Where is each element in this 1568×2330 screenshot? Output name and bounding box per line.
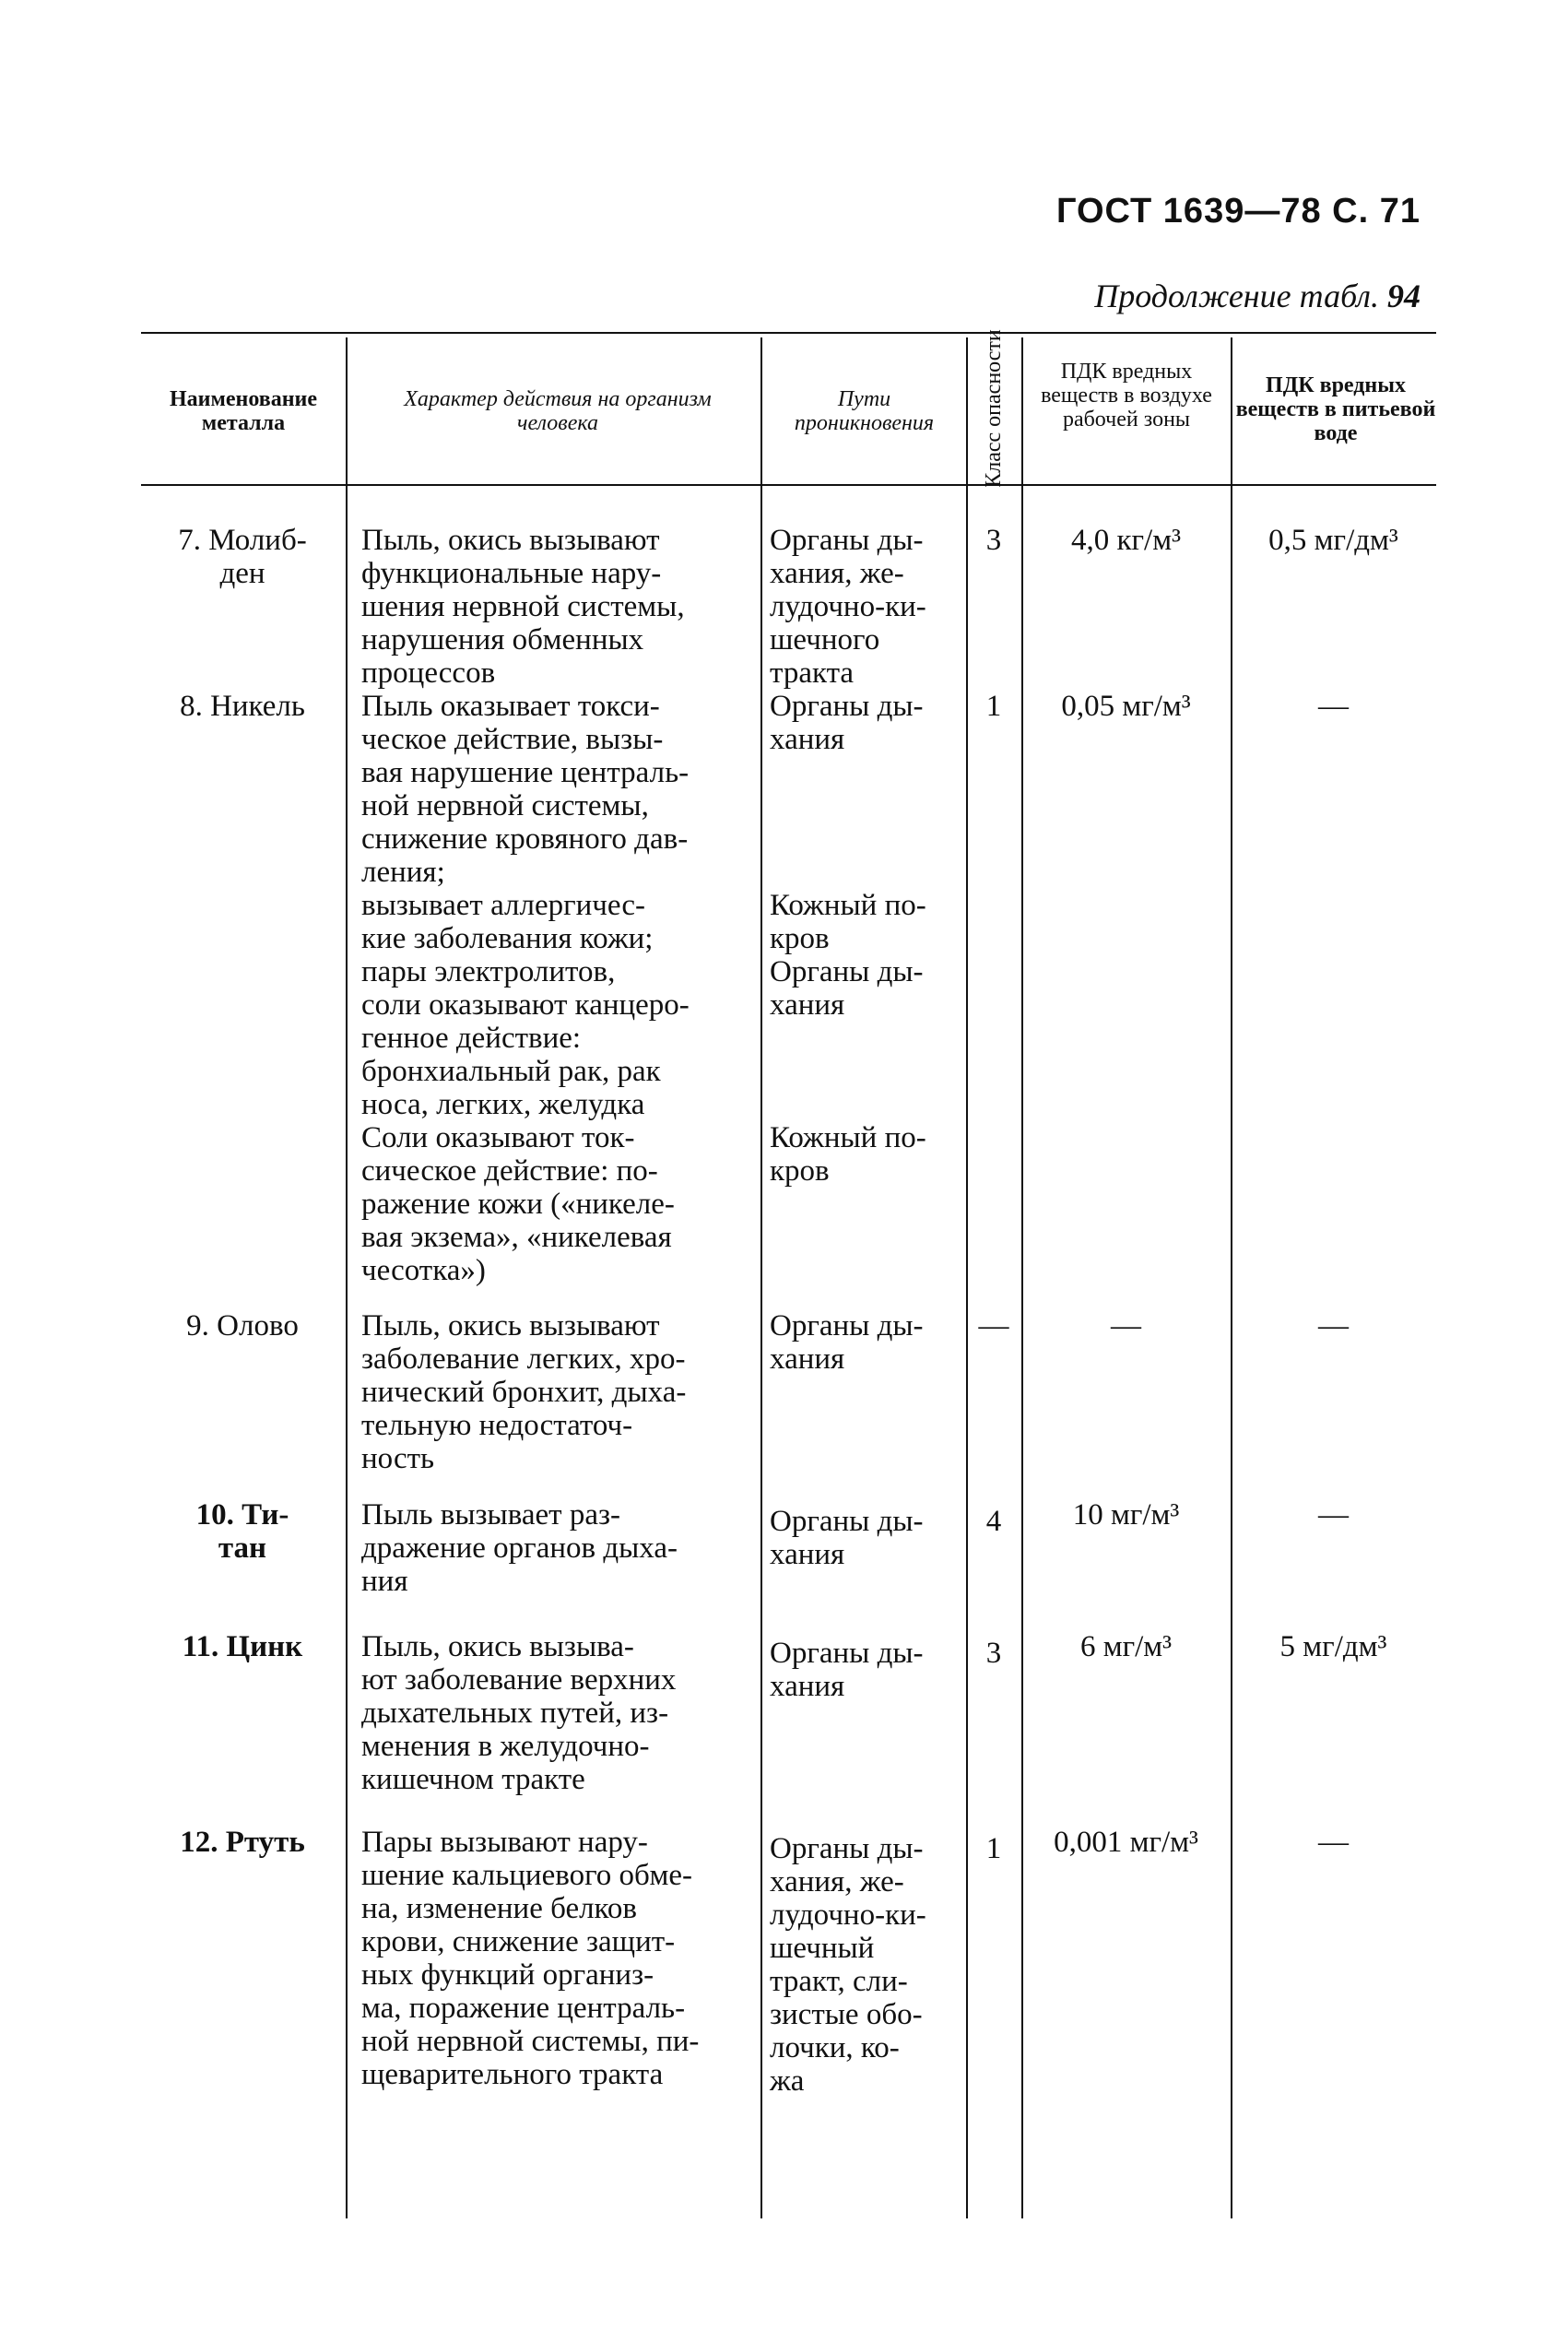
table-header-rule [141,484,1436,486]
column-divider [760,337,762,2218]
table-top-rule [141,332,1436,334]
row-8-routes: Органы ды- хания Кожный по- кров Органы ды- хания Кожный по- кров [770,690,926,1188]
row-8-action: Пыль оказывает токси- ческое действие, вызы- вая нарушение централь- ной нервной системы, снижение кровяного дав- ления; вызывает аллергичес- кие заболевания кожи; пары электролитов, соли оказывают канцеро- генное действие: бронхиальный рак, рак носа, легких, желудка Соли оказывают ток- сическое действие: по- ражение кожи («никеле- вая экзема», «никелевая чесотка») [361,690,690,1287]
column-header-pdk-air: ПДК вредных веществ в воздухе рабочей зоны [1041,360,1212,432]
row-12-pdk-water: — [1318,1826,1349,1859]
column-header-class: Класс опасности [982,328,1006,488]
row-9-class: — [978,1309,1009,1342]
row-11-routes: Органы ды- хания [770,1637,924,1703]
column-header-routes: Пути проникновения [794,387,935,435]
column-divider [1231,337,1232,2218]
row-12-class: 1 [985,1832,1002,1865]
continuation-prefix: Продолжение табл. [1094,278,1379,314]
row-9-action: Пыль, окись вызывают заболевание легких, хро- нический бронхит, дыха- тельную недостаточ- ность [361,1309,687,1475]
row-10-class: 4 [985,1505,1002,1538]
row-9-pdk-air: — [1111,1309,1141,1342]
column-divider [346,337,348,2218]
row-10-pdk-water: — [1318,1498,1349,1532]
row-7-pdk-water: 0,5 мг/дм³ [1268,524,1398,557]
row-8-name: 8. Никель [180,690,305,723]
page-header-standard: ГОСТ 1639—78 С. 71 [1055,192,1421,231]
table-continuation-label [1094,277,1421,315]
row-11-action: Пыль, окись вызыва- ют заболевание верхних дыхательных путей, из- менения в желудочно- кишечном тракте [361,1630,677,1796]
row-10-routes: Органы ды- хания [770,1505,924,1571]
row-7-routes: Органы ды- хания, же- лудочно-ки- шечного тракта [770,524,926,690]
row-12-pdk-air: 0,001 мг/м³ [1054,1826,1198,1859]
row-11-pdk-air: 6 мг/м³ [1079,1630,1173,1663]
column-header-action: Характер действия на организм человека [404,387,712,435]
row-11-pdk-water: 5 мг/дм³ [1279,1630,1387,1663]
row-8-pdk-air: 0,05 мг/м³ [1061,690,1191,723]
row-10-pdk-air: 10 мг/м³ [1072,1498,1180,1532]
row-9-name: 9. Олово [186,1309,299,1342]
row-8-class: 1 [985,690,1002,723]
column-divider [1021,337,1023,2218]
column-divider [966,337,968,2218]
column-header-pdk-water: ПДК вредных веществ в питьевой воде [1235,373,1436,445]
row-7-pdk-air: 4,0 кг/м³ [1070,524,1181,557]
row-11-class: 3 [985,1637,1002,1670]
row-9-routes: Органы ды- хания [770,1309,924,1376]
row-11-name: 11. Цинк [182,1630,303,1663]
row-12-routes: Органы ды- хания, же- лудочно-ки- шечный тракт, сли- зистые обо- лочки, ко- жа [770,1832,926,2098]
row-12-name: 12. Ртуть [180,1826,305,1859]
row-12-action: Пары вызывают нару- шение кальциевого обме- на, изменение белков крови, снижение защит- ных функций организ- ма, поражение централь- ной нервной системы, пи- щеварительного тракта [361,1826,700,2091]
row-10-name: 10. Ти- тан [195,1498,289,1565]
continuation-number: 94 [1387,278,1421,314]
column-header-name: Наименование металла [170,387,317,435]
row-7-class: 3 [985,524,1002,557]
row-7-name: 7. Молиб- ден [178,524,307,590]
row-10-action: Пыль вызывает раз- дражение органов дыха- ния [361,1498,678,1598]
row-8-pdk-water: — [1318,690,1349,723]
row-9-pdk-water: — [1318,1309,1349,1342]
row-7-action: Пыль, окись вызывают функциональные нару- шения нервной системы, нарушения обменных процессов [361,524,685,690]
